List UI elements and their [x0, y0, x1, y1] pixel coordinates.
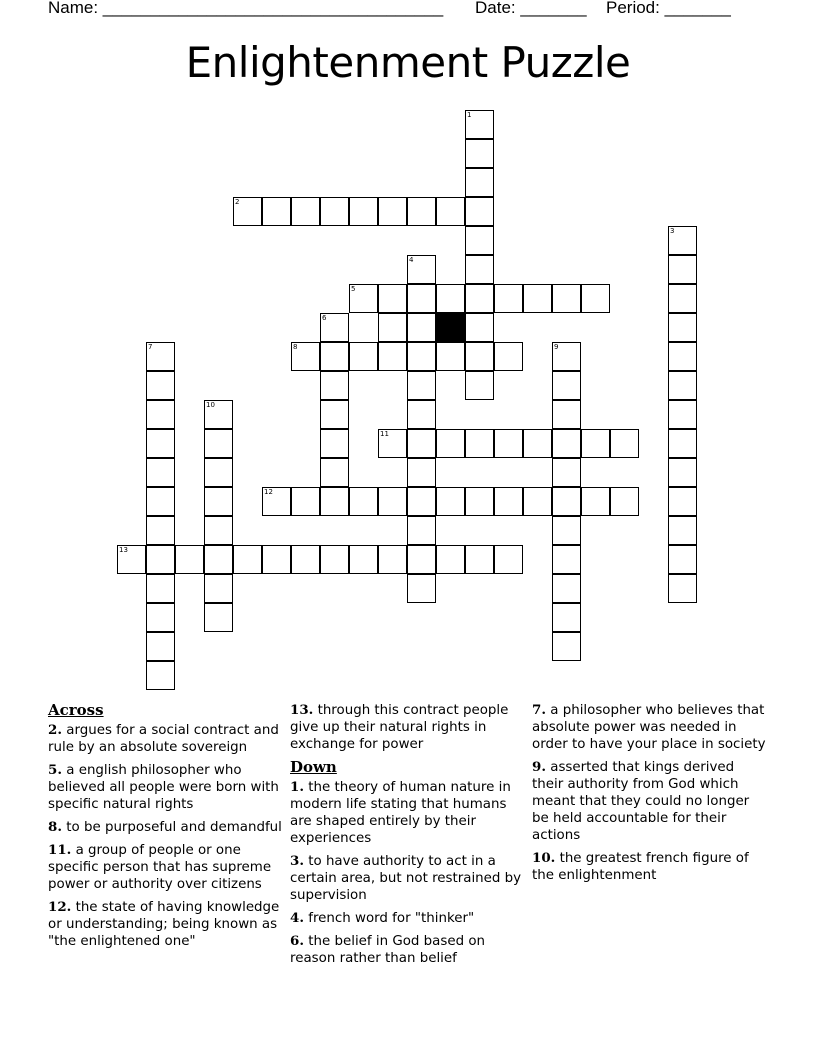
crossword-cell[interactable] — [465, 545, 494, 574]
crossword-cell[interactable] — [668, 313, 697, 342]
crossword-cell[interactable] — [465, 226, 494, 255]
crossword-cell[interactable] — [204, 458, 233, 487]
clue-down-6: 6. the belief in God based on reason rather than belief — [290, 933, 486, 966]
crossword-cell[interactable] — [552, 632, 581, 661]
crossword-cell[interactable] — [262, 487, 291, 516]
crossword-cell[interactable] — [146, 400, 175, 429]
clue-number: 3 — [670, 227, 675, 235]
crossword-cell[interactable] — [146, 574, 175, 603]
crossword-cell[interactable] — [378, 487, 407, 516]
crossword-cell[interactable] — [494, 342, 523, 371]
crossword-cell[interactable] — [552, 400, 581, 429]
crossword-cell[interactable] — [407, 371, 436, 400]
crossword-cell[interactable] — [436, 429, 465, 458]
clue-across-5: 5. a english philosopher who believed all people were born with specific natural rights — [48, 762, 279, 812]
crossword-cell[interactable] — [407, 313, 436, 342]
page-title: Enlightenment Puzzle — [185, 38, 631, 87]
clue-number: 8 — [293, 343, 298, 351]
crossword-cell[interactable] — [262, 545, 291, 574]
crossword-cell[interactable] — [146, 632, 175, 661]
crossword-cell[interactable] — [378, 313, 407, 342]
crossword-cell[interactable] — [407, 458, 436, 487]
crossword-cell[interactable] — [146, 603, 175, 632]
clue-number: 4 — [409, 256, 414, 264]
clue-number: 10 — [206, 401, 215, 409]
crossword-cell[interactable] — [146, 545, 175, 574]
crossword-cell[interactable] — [610, 429, 639, 458]
crossword-cell[interactable] — [465, 110, 494, 139]
crossword-cell[interactable] — [436, 197, 465, 226]
crossword-cell[interactable] — [291, 197, 320, 226]
crossword-cell[interactable] — [668, 429, 697, 458]
crossword-cell[interactable] — [146, 371, 175, 400]
date-field-label[interactable]: Date: _______ — [475, 0, 587, 17]
crossword-cell[interactable] — [320, 545, 349, 574]
crossword-cell[interactable] — [117, 545, 146, 574]
clue-across-2: 2. argues for a social contract and rule by an absolute sovereign — [48, 722, 279, 755]
crossword-cell[interactable] — [581, 429, 610, 458]
crossword-cell[interactable] — [552, 545, 581, 574]
crossword-cell[interactable] — [581, 284, 610, 313]
crossword-cell[interactable] — [552, 371, 581, 400]
crossword-cell[interactable] — [320, 487, 349, 516]
crossword-cell[interactable] — [668, 458, 697, 487]
crossword-cell[interactable] — [146, 429, 175, 458]
clue-number: 5 — [351, 285, 356, 293]
crossword-cell[interactable] — [552, 284, 581, 313]
crossword-cell[interactable] — [668, 400, 697, 429]
crossword-cell[interactable] — [407, 284, 436, 313]
crossword-cell[interactable] — [465, 139, 494, 168]
crossword-cell[interactable] — [320, 400, 349, 429]
crossword-cell[interactable] — [407, 255, 436, 284]
crossword-cell[interactable] — [204, 516, 233, 545]
clue-number: 9 — [554, 343, 559, 351]
crossword-cell[interactable] — [320, 429, 349, 458]
crossword-cell[interactable] — [407, 574, 436, 603]
crossword-cell[interactable] — [291, 545, 320, 574]
crossword-cell[interactable] — [349, 545, 378, 574]
name-field-label[interactable]: Name: ____________________________________ — [48, 0, 444, 17]
crossword-cell[interactable] — [465, 313, 494, 342]
clue-across-8: 8. to be purposeful and demandful — [48, 819, 282, 835]
crossword-cell[interactable] — [436, 284, 465, 313]
clue-column-2 — [290, 702, 526, 973]
crossword-cell[interactable] — [465, 255, 494, 284]
clue-column-3 — [532, 702, 768, 890]
crossword-cell[interactable] — [523, 487, 552, 516]
clue-number: 6 — [322, 314, 327, 322]
crossword-cell[interactable] — [552, 603, 581, 632]
crossword-cell[interactable] — [668, 284, 697, 313]
crossword-cell[interactable] — [407, 545, 436, 574]
clue-column-1 — [48, 702, 284, 956]
crossword-cell[interactable] — [552, 458, 581, 487]
clue-down-9: 9. asserted that kings derived their authority from God which meant that they could no longer be held accountable for their actions — [532, 759, 750, 843]
crossword-cell[interactable] — [262, 197, 291, 226]
crossword-cell[interactable] — [204, 545, 233, 574]
crossword-cell[interactable] — [233, 545, 262, 574]
crossword-cell[interactable] — [378, 197, 407, 226]
crossword-cell[interactable] — [378, 429, 407, 458]
crossword-cell[interactable] — [552, 574, 581, 603]
crossword-cell[interactable] — [320, 342, 349, 371]
crossword-cell[interactable] — [407, 197, 436, 226]
crossword-cell[interactable] — [552, 516, 581, 545]
crossword-cell[interactable] — [610, 487, 639, 516]
crossword-cell[interactable] — [407, 516, 436, 545]
crossword-cell[interactable] — [349, 284, 378, 313]
crossword-cell[interactable] — [436, 342, 465, 371]
clue-down-7: 7. a philosopher who believes that absolute power was needed in order to have your place in society — [532, 702, 766, 752]
clue-number: 13 — [119, 546, 128, 554]
crossword-cell[interactable] — [494, 487, 523, 516]
crossword-cell[interactable] — [320, 458, 349, 487]
crossword-cell[interactable] — [204, 400, 233, 429]
crossword-cell[interactable] — [465, 371, 494, 400]
crossword-cell[interactable] — [668, 255, 697, 284]
down-heading: Down — [290, 758, 337, 776]
crossword-cell[interactable] — [668, 487, 697, 516]
crossword-cell[interactable] — [407, 429, 436, 458]
header — [48, 0, 768, 20]
crossword-cell[interactable] — [552, 342, 581, 371]
clue-number: 7 — [148, 343, 153, 351]
clue-down-3: 3. to have authority to act in a certain area, but not restrained by supervision — [290, 853, 522, 903]
crossword-cell[interactable] — [378, 284, 407, 313]
crossword-cell[interactable] — [175, 545, 204, 574]
crossword-cell[interactable] — [233, 197, 262, 226]
crossword-cell[interactable] — [146, 458, 175, 487]
clue-down-10: 10. the greatest french figure of the enlightenment — [532, 850, 749, 883]
crossword-cell[interactable] — [146, 516, 175, 545]
clue-across-12: 12. the state of having knowledge or understanding; being known as "the enlightened one" — [48, 899, 280, 949]
crossword-cell[interactable] — [204, 603, 233, 632]
blocked-cell — [436, 313, 465, 342]
crossword-cell[interactable] — [204, 574, 233, 603]
crossword-cell[interactable] — [349, 342, 378, 371]
crossword-cell[interactable] — [146, 661, 175, 690]
crossword-cell[interactable] — [494, 545, 523, 574]
crossword-cell[interactable] — [465, 197, 494, 226]
crossword-cell[interactable] — [465, 284, 494, 313]
clue-number: 2 — [235, 198, 240, 206]
clue-down-1: 1. the theory of human nature in modern life stating that humans are shaped entirely by their experiences — [290, 779, 511, 846]
crossword-cell[interactable] — [436, 545, 465, 574]
crossword-cell[interactable] — [494, 284, 523, 313]
period-field-label[interactable]: Period: _______ — [606, 0, 731, 17]
crossword-cell[interactable] — [552, 429, 581, 458]
crossword-cell[interactable] — [668, 545, 697, 574]
crossword-cell[interactable] — [320, 197, 349, 226]
crossword-cell[interactable] — [146, 342, 175, 371]
crossword-cell[interactable] — [465, 487, 494, 516]
crossword-cell[interactable] — [668, 226, 697, 255]
crossword-cell[interactable] — [407, 400, 436, 429]
crossword-cell[interactable] — [668, 371, 697, 400]
crossword-cell[interactable] — [349, 487, 378, 516]
clue-number: 12 — [264, 488, 273, 496]
crossword-cell[interactable] — [204, 487, 233, 516]
crossword-cell[interactable] — [523, 284, 552, 313]
clue-across-11: 11. a group of people or one specific person that has supreme power or authority over citizens — [48, 842, 272, 892]
crossword-cell[interactable] — [552, 487, 581, 516]
crossword-cell[interactable] — [291, 342, 320, 371]
crossword-cell[interactable] — [523, 429, 552, 458]
crossword-cell[interactable] — [465, 168, 494, 197]
crossword-cell[interactable] — [407, 487, 436, 516]
crossword-cell[interactable] — [291, 487, 320, 516]
crossword-cell[interactable] — [436, 487, 465, 516]
crossword-cell[interactable] — [378, 545, 407, 574]
crossword-cell[interactable] — [320, 371, 349, 400]
across-heading: Across — [48, 701, 104, 719]
crossword-cell[interactable] — [668, 574, 697, 603]
clue-number: 11 — [380, 430, 389, 438]
crossword-cell[interactable] — [320, 313, 349, 342]
clue-number: 1 — [467, 111, 472, 119]
crossword-cell[interactable] — [407, 342, 436, 371]
crossword-cell[interactable] — [668, 516, 697, 545]
clue-down-4: 4. french word for "thinker" — [290, 910, 475, 926]
crossword-cell[interactable] — [465, 429, 494, 458]
crossword-cell[interactable] — [494, 429, 523, 458]
crossword-cell[interactable] — [349, 197, 378, 226]
crossword-cell[interactable] — [581, 487, 610, 516]
crossword-cell[interactable] — [668, 342, 697, 371]
crossword-cell[interactable] — [204, 429, 233, 458]
crossword-cell[interactable] — [378, 342, 407, 371]
crossword-cell[interactable] — [146, 487, 175, 516]
crossword-cell[interactable] — [465, 342, 494, 371]
clue-across-13: 13. through this contract people give up their natural rights in exchange for power — [290, 702, 509, 752]
